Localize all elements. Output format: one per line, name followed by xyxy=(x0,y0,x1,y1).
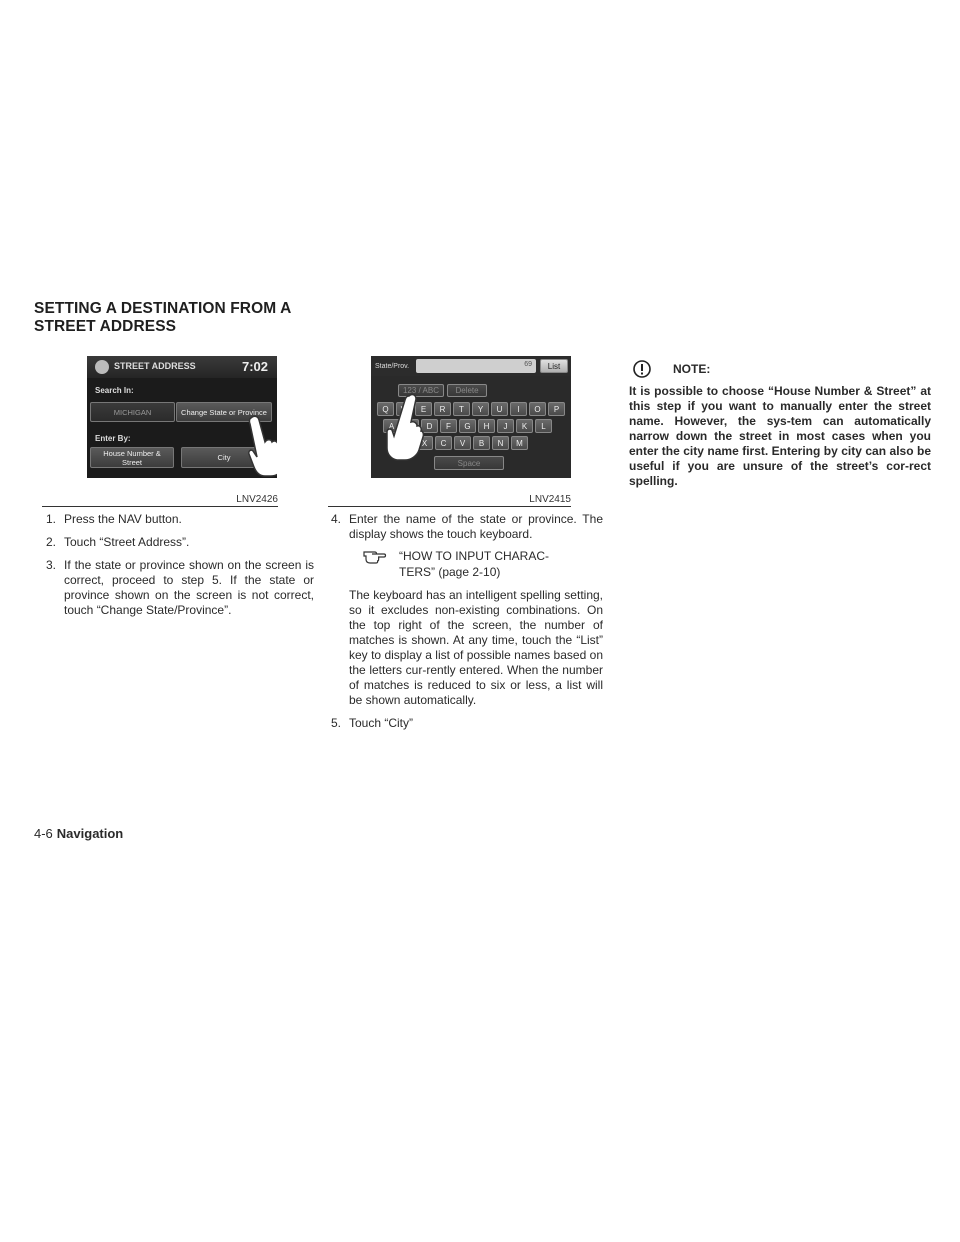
key-y[interactable]: Y xyxy=(472,402,489,416)
step-4: 4. Enter the name of the state or province. The display shows the touch keyboard. “HOW TO INPUT CHARAC- TERS” (page 2-10) The keyboard has an intelligent spelling setting, so it excludes non-existing combinations. On the top right of the screen, the number of matches is shown. At any time, touch the “List” key to display a list of possible names based on the letters cur-rently entered. When the number of matches is reduced to six or less, a list will be shown automatically. xyxy=(331,512,603,707)
delete-button[interactable]: Delete xyxy=(447,384,487,397)
key-r[interactable]: R xyxy=(434,402,451,416)
ref-line1: “HOW TO INPUT CHARAC- xyxy=(399,549,550,563)
section-title-line2: STREET ADDRESS xyxy=(34,318,177,335)
step-2: 2. Touch “Street Address”. xyxy=(46,535,190,549)
house-number-street-button[interactable] xyxy=(90,447,174,468)
cross-reference[interactable] xyxy=(363,548,603,580)
key-d[interactable]: D xyxy=(421,419,438,433)
city-button[interactable]: City xyxy=(181,447,267,468)
key-g[interactable]: G xyxy=(459,419,476,433)
key-j[interactable]: J xyxy=(497,419,514,433)
ref-line2: TERS” (page 2-10) xyxy=(399,565,501,579)
page-number: 4-6 xyxy=(34,826,53,841)
house-number-line1: House Number & xyxy=(103,448,161,458)
figure1-caption: LNV2426 xyxy=(236,494,278,505)
key-u[interactable]: U xyxy=(491,402,508,416)
screen-title: STREET ADDRESS xyxy=(114,361,196,371)
enter-by-label: Enter By: xyxy=(95,434,131,443)
touch-hand-icon xyxy=(247,414,277,478)
steps-list-left xyxy=(46,512,314,626)
clock: 7:02 xyxy=(241,359,268,374)
key-t[interactable]: T xyxy=(453,402,470,416)
note-text: It is possible to choose “House Number & Street” at this step if you want to manually enter the street name. However, the sys-tem can automatically narrow down the street in most cases when you enter the city name first. Entering by city can also be useful if you are unsure of the street’s cor-rect spelling. xyxy=(629,384,931,488)
key-a[interactable]: A xyxy=(383,419,400,433)
field-label: State/Prov. xyxy=(375,363,410,370)
figure1-rule xyxy=(42,506,278,507)
key-i[interactable]: I xyxy=(510,402,527,416)
key-o[interactable]: O xyxy=(529,402,546,416)
key-q[interactable]: Q xyxy=(377,402,394,416)
section-title-line1: SETTING A DESTINATION FROM A xyxy=(34,300,292,317)
screen-header xyxy=(87,356,277,378)
key-b[interactable]: B xyxy=(473,436,490,450)
page-footer xyxy=(34,826,123,841)
note-heading xyxy=(629,360,931,378)
nav-logo-icon xyxy=(95,360,109,374)
key-x[interactable]: X xyxy=(416,436,433,450)
key-k[interactable]: K xyxy=(516,419,533,433)
keyboard-top-bar xyxy=(371,356,571,376)
space-key[interactable]: Space xyxy=(434,456,504,470)
state-input-field[interactable] xyxy=(416,359,536,373)
note-label: NOTE: xyxy=(673,362,711,376)
key-f[interactable]: F xyxy=(440,419,457,433)
step-4-paragraph: The keyboard has an intelligent spelling setting, so it excludes non-existing combinations. On the top right of the screen, the number of matches is shown. At any time, touch the “List” key to display a list of possible names based on the letters cur-rently entered. When the number of matches is reduced to six or less, a list will be shown automatically. xyxy=(349,588,603,707)
section-title xyxy=(34,300,364,336)
key-l[interactable]: L xyxy=(535,419,552,433)
step-5: 5. Touch “City” xyxy=(331,716,414,730)
house-number-line2: Street xyxy=(121,457,142,467)
footer-section: Navigation xyxy=(56,826,124,841)
touch-hand-icon xyxy=(379,392,425,462)
steps-list-middle xyxy=(331,512,603,731)
list-button[interactable]: List xyxy=(540,359,568,373)
step-3: 3. If the state or province shown on the screen is correct, proceed to step 5. If the state or province shown on the screen is not correct, touch “Change State/Province”. xyxy=(46,558,314,617)
key-m[interactable]: M xyxy=(511,436,528,450)
warning-icon xyxy=(633,360,651,378)
step-1: 1. Press the NAV button. xyxy=(46,512,182,526)
search-in-label: Search In: xyxy=(95,386,134,395)
key-v[interactable]: V xyxy=(454,436,471,450)
match-count: 69 xyxy=(524,361,532,368)
figure-street-address-screen xyxy=(87,356,277,478)
figure2-caption: LNV2415 xyxy=(529,494,571,505)
change-state-button[interactable]: Change State or Province xyxy=(176,402,272,422)
pointing-hand-icon xyxy=(363,548,387,566)
key-e[interactable]: E xyxy=(415,402,432,416)
key-p[interactable]: P xyxy=(548,402,565,416)
note-block xyxy=(629,360,931,489)
mode-toggle-button[interactable]: 123 / ABC xyxy=(398,384,444,397)
key-n[interactable]: N xyxy=(492,436,509,450)
figure2-rule xyxy=(328,506,571,507)
key-c[interactable]: C xyxy=(435,436,452,450)
figure-keyboard-screen xyxy=(371,356,571,478)
key-h[interactable]: H xyxy=(478,419,495,433)
state-value-button[interactable]: MICHIGAN xyxy=(90,402,175,422)
